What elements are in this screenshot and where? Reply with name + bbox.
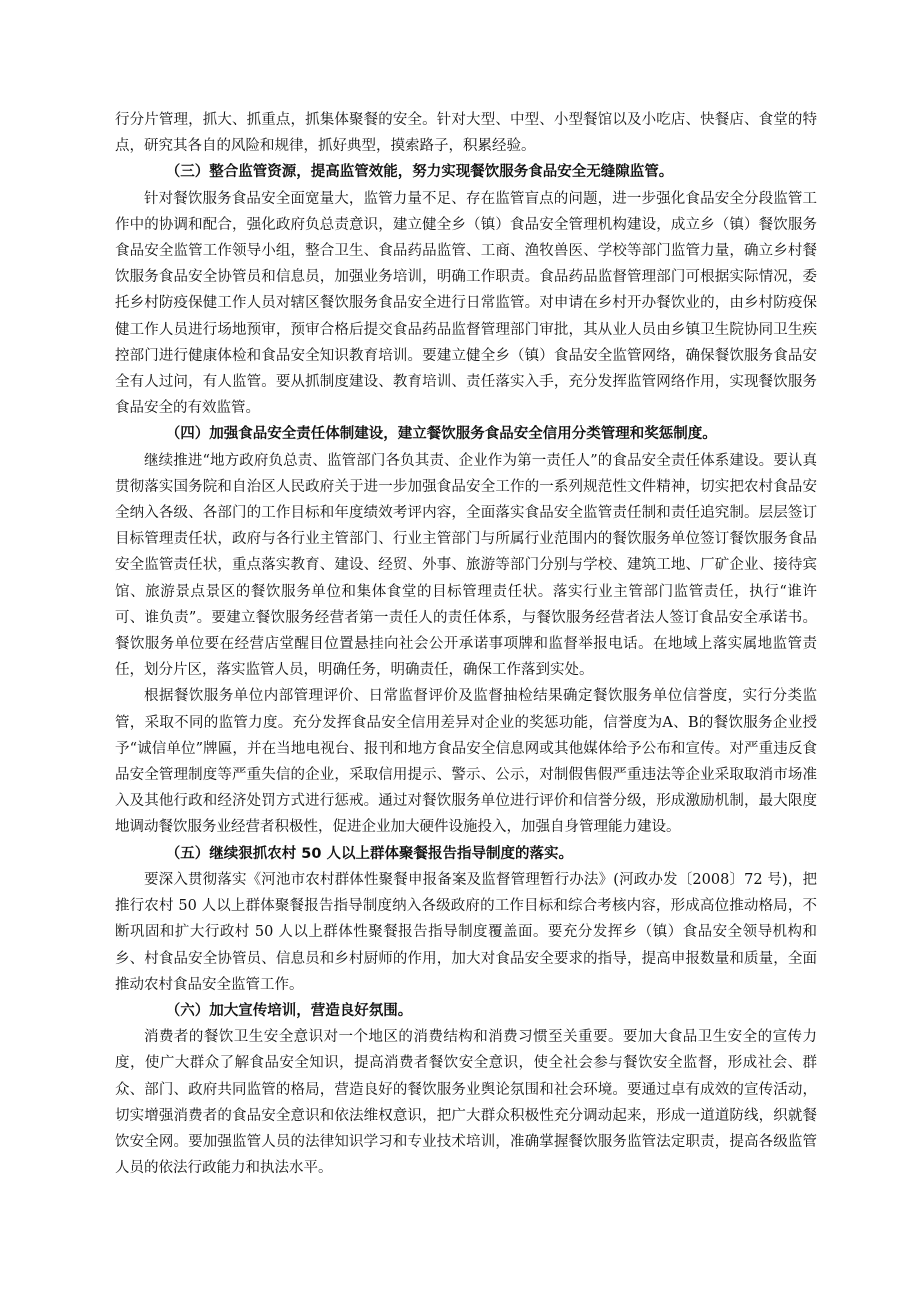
body-paragraph: 行分片管理，抓大、抓重点，抓集体聚餐的安全。针对大型、中型、小型餐馆以及小吃店、快餐店、食堂的特点，研究其各自的风险和规律，抓好典型，摸索路子，积累经验。: [115, 112, 817, 155]
section-heading: （四）加强食品安全责任体制建设，建立餐饮服务食品安全信用分类管理和奖惩制度。: [165, 426, 717, 443]
section-heading: （六）加大宣传培训，营造良好氛围。: [165, 1002, 413, 1019]
body-paragraph: 消费者的餐饮卫生安全意识对一个地区的消费结构和消费习惯至关重要。要加大食品卫生安全的宣传力度，使广大群众了解食品安全知识，提高消费者餐饮安全意识，使全社会参与餐饮安全监督，形成社会、群众、部门、政府共同监管的格局，营造良好的餐饮服务业舆论氛围和社会环境。要通过卓有成效的宣传活动，切实增强消费者的食品安全意识和依法维权意识，把广大群众积极性充分调动起来，形成一道道防线，织就餐饮安全网。要加强监管人员的法律知识学习和专业技术培训，准确掌握餐饮服务监管法定职责，提高各级监管人员的依法行政能力和执法水平。: [115, 1029, 817, 1177]
section-heading: （五）继续狠抓农村 50 人以上群体聚餐报告指导制度的落实。: [165, 845, 574, 862]
body-paragraph: 根据餐饮服务单位内部管理评价、日常监督评价及监督抽检结果确定餐饮服务单位信誉度，实行分类监管，采取不同的监管力度。充分发挥食品安全信用差异对企业的奖惩功能，信誉度为A、B的餐饮服务企业授予“诚信单位”牌匾，并在当地电视台、报刊和地方食品安全信息网或其他媒体给予公布和宣传。对严重违反食品安全管理制度等严重失信的企业，采取信用提示、警示、公示，对制假售假严重违法等企业采取取消市场准入及其他行政和经济处罚方式进行惩戒。通过对餐饮服务单位进行评价和信誉分级，形成激励机制，最大限度地调动餐饮服务业经营者积极性，促进企业加大硬件设施投入，加强自身管理能力建设。: [115, 688, 817, 836]
body-paragraph: 继续推进“地方政府负总责、监管部门各负其责、企业作为第一责任人”的食品安全责任体系建设。要认真贯彻落实国务院和自治区人民政府关于进一步加强食品安全工作的一系列规范性文件精神，切实把农村食品安全纳入各级、各部门的工作目标和年度绩效考评内容，全面落实食品安全监管责任制和责任追究制。层层签订目标管理责任状，政府与各行业主管部门、行业主管部门与所属行业范围内的餐饮服务单位签订餐饮服务食品安全监管责任状，重点落实教育、建设、经贸、外事、旅游等部门分别与学校、建筑工地、厂矿企业、接待宾馆、旅游景点景区的餐饮服务单位和集体食堂的目标管理责任状。落实行业主管部门监管责任，执行“谁许可、谁负责”。要建立餐饮服务经营者第一责任人的责任体系，与餐饮服务经营者法人签订食品安全承诺书。餐饮服务单位要在经营店堂醒目位置悬挂向社会公开承诺事项牌和监督举报电话。在地域上落实属地监管责任，划分片区，落实监管人员，明确任务，明确责任，确保工作落到实处。: [115, 452, 817, 679]
body-paragraph: 针对餐饮服务食品安全面宽量大，监管力量不足、存在监管盲点的问题，进一步强化食品安全分段监管工作中的协调和配合，强化政府负总责意识，建立健全乡（镇）食品安全管理机构建设，成立乡（镇）餐饮服务食品安全监管工作领导小组，整合卫生、食品药品监管、工商、渔牧兽医、学校等部门监管力量，确立乡村餐饮服务食品安全协管员和信息员，加强业务培训，明确工作职责。食品药品监督管理部门可根据实际情况，委托乡村防疫保健工作人员对辖区餐饮服务食品安全进行日常监管。对申请在乡村开办餐饮业的，由乡村防疫保健工作人员进行场地预审，预审合格后提交食品药品监督管理部门审批，其从业人员由乡镇卫生院协同卫生疾控部门进行健康体检和食品安全知识教育培训。要建立健全乡（镇）食品安全监管网络，确保餐饮服务食品安全有人过问，有人监管。要从抓制度建设、教育培训、责任落实入手，充分发挥监管网络作用，实现餐饮服务食品安全的有效监管。: [115, 190, 817, 417]
section-heading: （三）整合监管资源，提高监管效能，努力实现餐饮服务食品安全无缝隙监管。: [165, 164, 674, 181]
body-paragraph: 要深入贯彻落实《河池市农村群体性聚餐申报备案及监督管理暂行办法》(河政办发〔2008〕72 号)，把推行农村 50 人以上群体聚餐报告指导制度纳入各级政府的工作目标和综合考核内容，形成高位推动格局，不断巩固和扩大行政村 50 人以上群体性聚餐报告指导制度覆盖面。要充分发挥乡（镇）食品安全领导机构和乡、村食品安全协管员、信息员和乡村厨师的作用，加大对食品安全要求的指导，提高申报数量和质量，全面推动农村食品安全监管工作。: [115, 871, 817, 993]
